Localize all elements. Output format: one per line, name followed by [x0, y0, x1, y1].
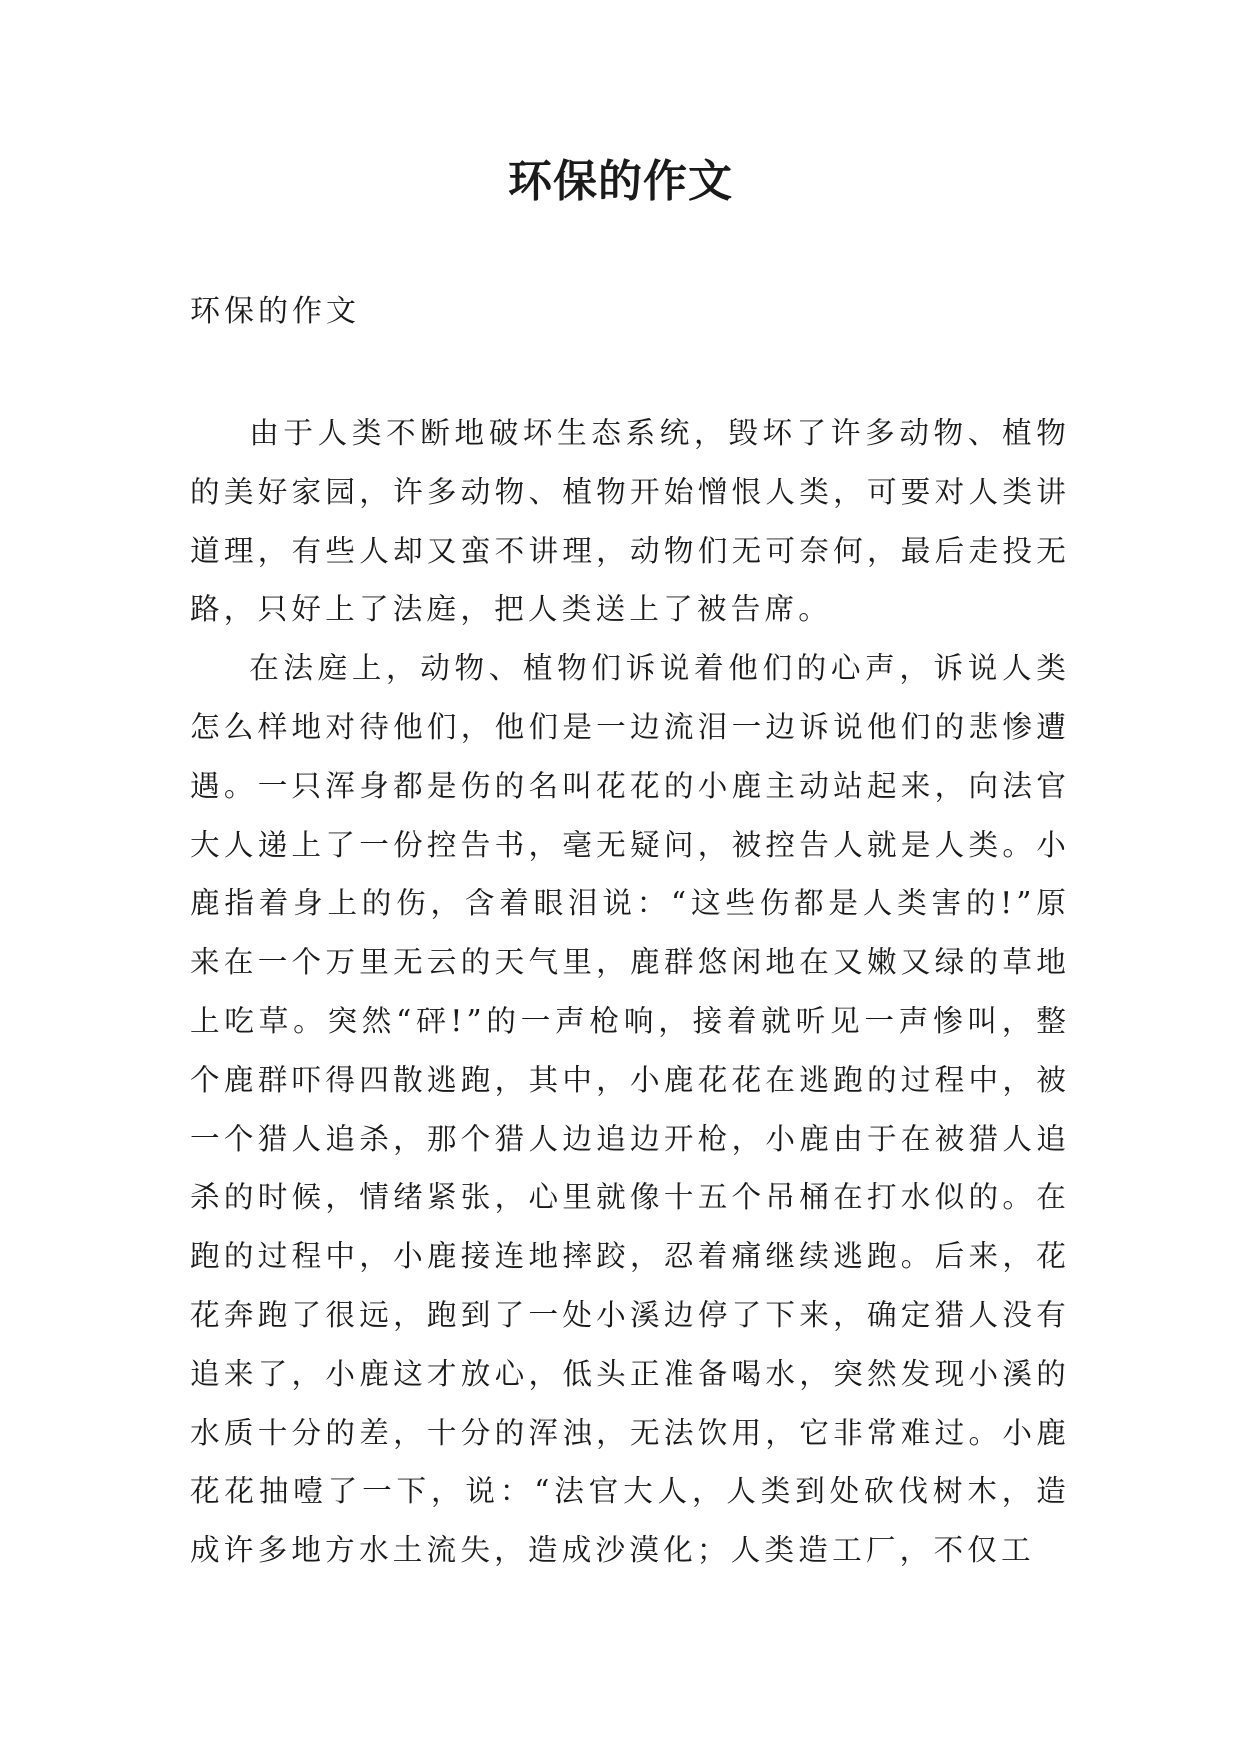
paragraph-1: 由于人类不断地破坏生态系统，毁坏了许多动物、植物的美好家园，许多动物、植物开始憎恨人类，可要对人类讲道理，有些人却又蛮不讲理，动物们无可奈何，最后走投无路，只好上了法庭，把人类送上了被告席。: [190, 416, 1070, 627]
document-subtitle: 环保的作文: [190, 294, 360, 329]
document-body: [190, 404, 1070, 1580]
document-title: 环保的作文: [508, 156, 733, 207]
paragraph-2: 在法庭上，动物、植物们诉说着他们的心声，诉说人类怎么样地对待他们，他们是一边流泪一边诉说他们的悲惨遭遇。一只浑身都是伤的名叫花花的小鹿主动站起来，向法官大人递上了一份控告书，毫无疑问，被控告人就是人类。小鹿指着身上的伤，含着眼泪说：“这些伤都是人类害的!”原来在一个万里无云的天气里，鹿群悠闲地在又嫩又绿的草地上吃草。突然“砰!”的一声枪响，接着就听见一声惨叫，整个鹿群吓得四散逃跑，其中，小鹿花花在逃跑的过程中，被一个猎人追杀，那个猎人边追边开枪，小鹿由于在被猎人追杀的时候，情绪紧张，心里就像十五个吊桶在打水似的。在跑的过程中，小鹿接连地摔跤，忍着痛继续逃跑。后来，花花奔跑了很远，跑到了一处小溪边停了下来，确定猎人没有追来了，小鹿这才放心，低头正准备喝水，突然发现小溪的水质十分的差，十分的浑浊，无法饮用，它非常难过。小鹿花花抽噎了一下，说：“法官大人，人类到处砍伐树木，造成许多地方水土流失，造成沙漠化；人类造工厂，不仅工: [190, 651, 1070, 1568]
